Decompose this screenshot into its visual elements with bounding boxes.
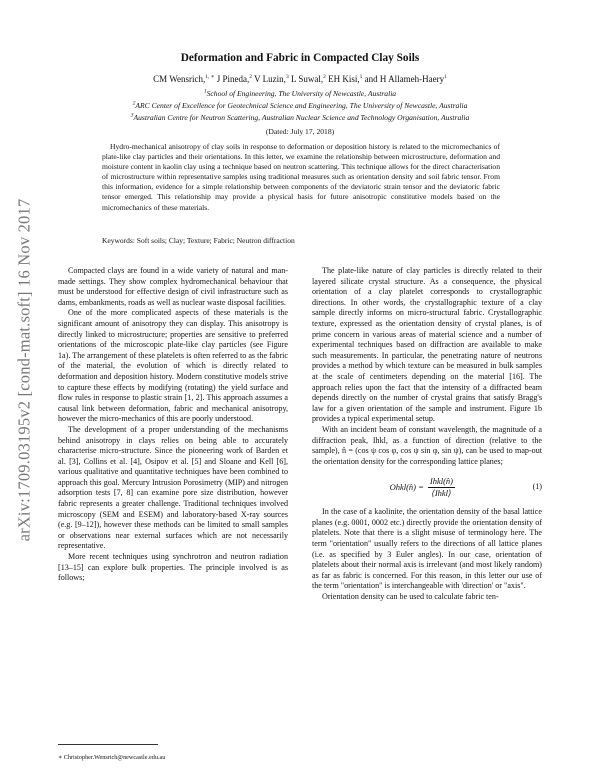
author: J Pineda,$^2$ xyxy=(216,74,252,84)
abstract xyxy=(102,142,500,213)
paragraph: In the case of a kaolinite, the orientation density of the basal lattice planes (e.g. 0001, 0002 etc.) directly provide the orientation density of platelets. Note that there is a slight misuse of terminology here. The term "orientation" usually refers to the directions of all lattice planes (i.e. as specified by 3 Euler angles). In our case, orientation of platelets about their normal axis is irrelevant (and most likely random) as far as fabric is concerned. For this reason, in this letter our use of the term "orientation" is interchangeable with 'direction' or "axis". xyxy=(312,507,542,591)
paragraph: More recent techniques using synchrotron and neutron radiation [13–15] can explore bulk properties. The principle involved is as follows; xyxy=(58,552,288,583)
author: EH Kisi,$^1$ xyxy=(328,74,363,84)
equation-1 xyxy=(312,475,542,499)
paper-title: Deformation and Fabric in Compacted Clay Soils xyxy=(180,52,420,64)
author: V Luzin,$^3$ xyxy=(254,74,289,84)
arxiv-identifier: arXiv:1709.03195v2 [cond-mat.soft] 16 Nov 2017 xyxy=(14,198,34,542)
paragraph: Orientation density can be used to calculate fabric ten- xyxy=(322,592,499,602)
author: CM Wensrich,$^{1, ∗}$ xyxy=(153,74,215,84)
equation-numerator: Ihkl(n̂) xyxy=(429,476,453,487)
footnote-email: ∗ Christopher.Wensrich@newcastle.edu.au xyxy=(58,754,166,761)
affiliation: $^3$Australian Centre for Neutron Scattering, Australian Nuclear Science and Technology Organisation, Australia xyxy=(130,112,470,122)
right-column xyxy=(312,266,542,603)
author: L Suwal,$^2$ xyxy=(290,74,326,84)
paragraph: Compacted clays are found in a wide variety of natural and man-made settings. They show complex hydromechanical behaviour that must be understood for effective design of civil infrastructure such as dams, embankments, roads as well as nuclear waste disposal facilities. xyxy=(58,266,288,307)
abstract-text: Hydro-mechanical anisotropy of clay soils in response to deformation or deposition history is related to the micromechanics of plate-like clay particles and their orientations. In this letter, we examine the relationship between microstructure, deformation and moisture content in kaolin clay using a technique based on neutron scattering. This technique allows for the direct characterisation of microstructure within representative samples using traditional measures such as orientation density and soil fabric tensor. From this information, evidence for a simple relationship between components of the deviatoric strain tensor and the deviatoric fabric tensor emerged. This relationship may provide a physical basis for future anisotropic constitutive models based on the micromechanics of these materials. xyxy=(102,142,500,212)
paragraph: With an incident beam of constant wavelength, the magnitude of a diffraction peak, Ihkl, as a function of direction (relative to the sample), n̂ = (cos ψ cos φ, cos ψ sin φ, sin ψ), can be used to map-out the orientation density for the corresponding lattice planes; xyxy=(312,424,542,466)
paragraph: The development of a proper understanding of the mechanisms behind anisotropy in clays relies on being able to accurately characterise micro-structure. Since the pioneering work of Barden et al. [3], Collins et al. [4], Osipov et al. [5] and Sloane and Kell [6], various qualitative and quantitative techniques have been combined to approach this goal. Mercury Intrusion Porosimetry (MIP) and nitrogen adsorption tests [7, 8] can examine pore size distribution, however fabric represents a greater challenge. Traditional techniques involved microscopy (SEM and ESEM) and laboratory-based X-ray sources (e.g. [9–12]), however these methods can be limited to small samples or observations near external surfaces which are not necessarily representative. xyxy=(58,424,288,551)
affiliation: $^1$School of Engineering, The University of Newcastle, Australia xyxy=(203,88,397,98)
author: and H Allameh-Haery$^1$ xyxy=(364,74,447,84)
left-column xyxy=(58,266,288,584)
equation-lhs: Ohkl(n̂) = xyxy=(389,481,424,492)
equation-fraction xyxy=(428,476,455,498)
footnote-rule xyxy=(58,744,158,745)
author-list xyxy=(0,74,600,84)
dated-line: (Dated: July 17, 2018) xyxy=(265,127,335,136)
paragraph: The plate-like nature of clay particles is directly related to their layered silicate crystal structure. As a consequence, the physical orientation of a clay platelet corresponds to crystallographic directions. In other words, the crystallographic texture of a clay sample directly informs on micro-structural fabric. Crystallographic texture, expressed as the orientation density of crystal planes, is of prime concern in various areas of material science and a number of experimental techniques based on diffraction are available to make such measurements. In particular, the penetrating nature of neutrons provides a method by which texture can be measured in bulk samples at the scale of centimeters depending on the material [16]. The approach relies upon the fact that the intensity of a diffracted beam depends directly on the number of crystal grains that satisfy Bragg's law for a given orientation of the sample and instrument. Figure 1b provides a typical experimental setup. xyxy=(312,266,542,424)
equation-number: (1) xyxy=(532,481,542,491)
equation-denominator: ⟨Ihkl⟩ xyxy=(431,487,452,498)
keywords: Keywords: Soft soils; Clay; Texture; Fabric; Neutron diffraction xyxy=(102,236,295,245)
affiliation: $^2$ARC Center of Excellence for Geotechnical Science and Engineering, The University of Newcastle, Australia xyxy=(132,100,468,110)
paragraph: One of the more complicated aspects of these materials is the significant amount of anisotropy they can display. This anisotropy is directly linked to microstructure; properties are sensitive to preferred orientations of the microscopic plate-like clay particles (see Figure 1a). The arrangement of these platelets is often referred to as the fabric of the material, the evolution of which is directly related to deformation and deposition history. Modern constitutive models strive to capture these effects by modifying (rotating) the yield surface and flow rules in response to plastic strain [1, 2]. This approach assumes a causal link between deformation, fabric and mechanical anisotropy, however the micro-mechanics of this are poorly understood. xyxy=(58,308,288,424)
